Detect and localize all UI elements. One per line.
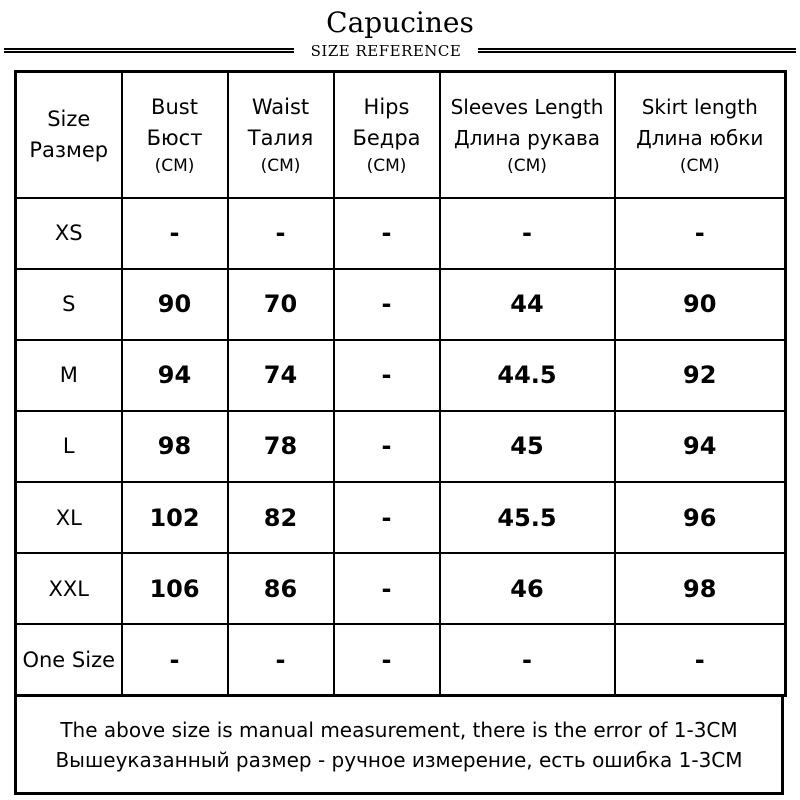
hips-cell: - <box>334 553 440 624</box>
waist-cell: 78 <box>228 411 334 482</box>
header-waist-unit: (CM) <box>260 155 301 176</box>
waist-cell: - <box>228 198 334 269</box>
header-hips-en: Hips <box>363 94 410 119</box>
hips-cell: - <box>334 198 440 269</box>
brand-title: Capucines <box>326 6 474 39</box>
skirt-cell: - <box>615 624 786 695</box>
table-row <box>16 198 786 269</box>
header-waist <box>228 72 334 198</box>
skirt-cell: 90 <box>615 269 786 340</box>
title-rule-right <box>478 48 796 53</box>
sleeve-cell: 45 <box>440 411 615 482</box>
header-hips <box>334 72 440 198</box>
hips-cell: - <box>334 269 440 340</box>
header-sleeve <box>440 72 615 198</box>
table-row <box>16 269 786 340</box>
size-cell: One Size <box>16 624 122 695</box>
header-waist-ru: Талия <box>247 125 314 150</box>
header-size-ru: Размер <box>29 137 109 162</box>
size-cell: XL <box>16 482 122 553</box>
page-subtitle: SIZE REFERENCE <box>310 42 462 60</box>
hips-cell: - <box>334 482 440 553</box>
header-bust-en: Bust <box>151 94 198 119</box>
table-row <box>16 624 786 695</box>
table-row <box>16 553 786 624</box>
bust-cell: 106 <box>122 553 228 624</box>
header-skirt-ru: Длина юбки <box>636 125 764 150</box>
waist-cell: 82 <box>228 482 334 553</box>
header-skirt-en: Skirt length <box>641 94 758 119</box>
skirt-cell: - <box>615 198 786 269</box>
hips-cell: - <box>334 411 440 482</box>
bust-cell: - <box>122 198 228 269</box>
size-cell: XXL <box>16 553 122 624</box>
skirt-cell: 98 <box>615 553 786 624</box>
hips-cell: - <box>334 340 440 411</box>
bust-cell: 94 <box>122 340 228 411</box>
skirt-cell: 92 <box>615 340 786 411</box>
size-cell: M <box>16 340 122 411</box>
header-skirt <box>615 72 786 198</box>
header-size <box>16 72 122 198</box>
waist-cell: 70 <box>228 269 334 340</box>
header-skirt-unit: (CM) <box>679 155 720 176</box>
sleeve-cell: - <box>440 198 615 269</box>
waist-cell: 74 <box>228 340 334 411</box>
table-row <box>16 340 786 411</box>
bust-cell: 98 <box>122 411 228 482</box>
waist-cell: 86 <box>228 553 334 624</box>
skirt-cell: 96 <box>615 482 786 553</box>
header-hips-ru: Бедра <box>352 125 421 150</box>
sleeve-cell: 46 <box>440 553 615 624</box>
sleeve-cell: 44.5 <box>440 340 615 411</box>
measurement-note-en: The above size is manual measurement, there is the error of 1-3CM <box>60 718 738 742</box>
measurement-note <box>14 697 784 795</box>
header-sleeve-unit: (CM) <box>507 155 547 176</box>
hips-cell: - <box>334 624 440 695</box>
table-row <box>16 411 786 482</box>
header-hips-unit: (CM) <box>366 155 407 176</box>
title-rule-left <box>4 48 294 53</box>
header-bust <box>122 72 228 198</box>
bust-cell: - <box>122 624 228 695</box>
table-header-row <box>16 72 786 198</box>
header-sleeve-en: Sleeves Length <box>450 94 604 119</box>
sleeve-cell: 44 <box>440 269 615 340</box>
table-row <box>16 482 786 553</box>
bust-cell: 102 <box>122 482 228 553</box>
header-sleeve-ru: Длина рукава <box>453 125 600 150</box>
header-bust-ru: Бюст <box>146 125 203 150</box>
sleeve-cell: 45.5 <box>440 482 615 553</box>
header-bust-unit: (CM) <box>154 155 195 176</box>
size-cell: S <box>16 269 122 340</box>
waist-cell: - <box>228 624 334 695</box>
header-size-en: Size <box>47 106 91 131</box>
header-waist-en: Waist <box>251 94 310 119</box>
size-cell: L <box>16 411 122 482</box>
size-cell: XS <box>16 198 122 269</box>
bust-cell: 90 <box>122 269 228 340</box>
size-chart-table <box>14 70 787 697</box>
sleeve-cell: - <box>440 624 615 695</box>
measurement-note-ru: Вышеуказанный размер - ручное измерение, есть ошибка 1-3CM <box>55 748 743 772</box>
skirt-cell: 94 <box>615 411 786 482</box>
